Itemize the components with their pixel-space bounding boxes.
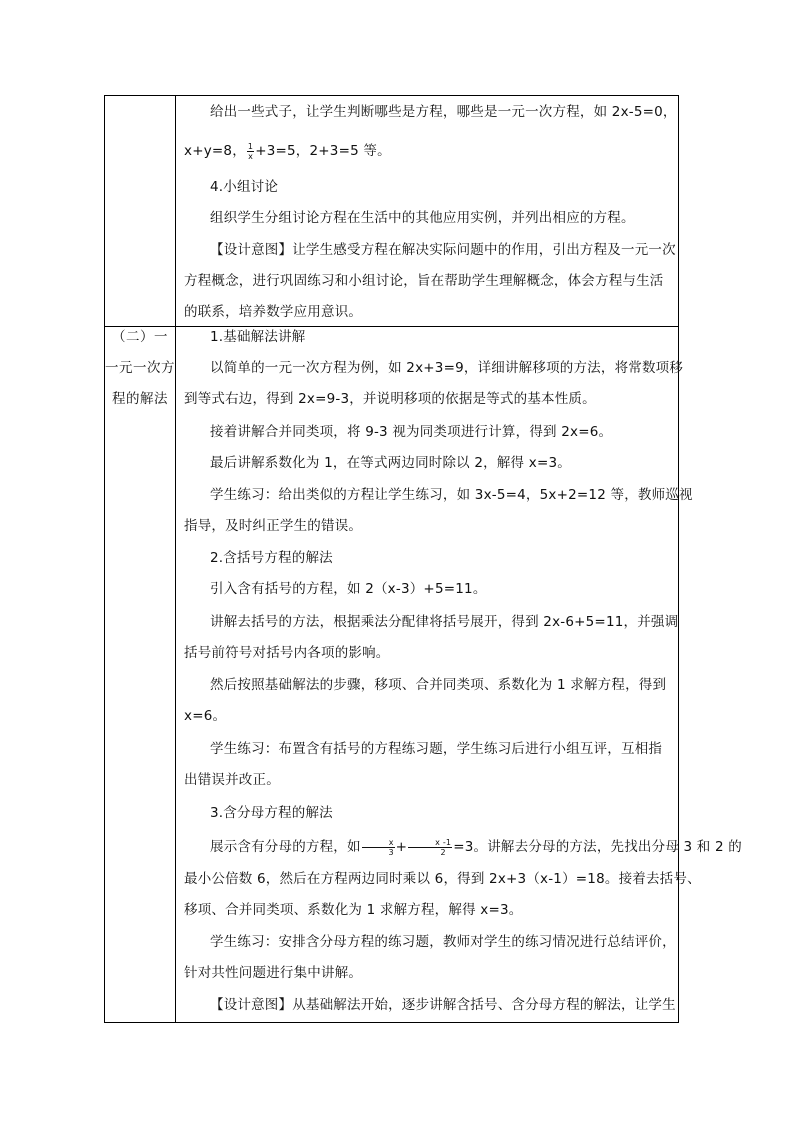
design-intent-line: 【设计意图】从基础解法开始，逐步讲解含括号、含分母方程的解法，让学生 <box>210 997 676 1013</box>
text-line: 最小公倍数 6，然后在方程两边同时乘以 6，得到 2x+3（x-1）=18。接着去括号、 <box>184 871 701 887</box>
fraction-denominator: x <box>248 151 253 161</box>
fraction-denominator: 3 <box>388 847 394 857</box>
text-line: 引入含有括号的方程，如 2（x-3）+5=11。 <box>210 581 487 597</box>
text-line: 学生练习：给出类似的方程让学生练习，如 3x-5=4，5x+2=12 等，教师巡视 <box>210 487 693 503</box>
row1-content-cell <box>176 96 678 326</box>
text-line-with-fraction <box>184 136 670 167</box>
text-line: 学生练习：安排含分母方程的练习题，教师对学生的练习情况进行总结评价， <box>210 934 676 950</box>
fraction-numerator: 1 <box>247 141 254 151</box>
section-heading: 1.基础解法讲解 <box>210 329 306 345</box>
fraction-denominator: 2 <box>440 847 446 857</box>
text-line: 给出一些式子，让学生判断哪些是方程，哪些是一元一次方程，如 2x-5=0， <box>210 104 677 120</box>
row2-content-cell <box>176 327 742 1022</box>
fraction-numerator: x <box>362 838 395 848</box>
text-line: 然后按照基础解法的步骤，移项、合并同类项、系数化为 1 求解方程，得到 <box>210 677 667 693</box>
text-line: 针对共性问题进行集中讲解。 <box>184 965 363 981</box>
text-line: 出错误并改正。 <box>184 772 280 788</box>
text-segment: +3=5，2+3=5 等。 <box>255 143 391 159</box>
lesson-table <box>104 95 742 1023</box>
text-line: 学生练习：布置含有括号的方程练习题，学生练习后进行小组互评，互相指 <box>210 741 663 757</box>
row2-label-cell <box>105 327 175 1022</box>
text-segment: 展示含有分母的方程，如 <box>210 839 361 855</box>
fraction <box>362 838 395 857</box>
text-segment: + <box>395 839 408 855</box>
text-line: 最后讲解系数化为 1，在等式两边同时除以 2，解得 x=3。 <box>210 455 571 471</box>
text-line: 以简单的一元一次方程为例，如 2x+3=9，详细讲解移项的方法，将常数项移 <box>210 360 684 376</box>
fraction <box>247 142 254 161</box>
section-heading: 2.含括号方程的解法 <box>210 550 333 566</box>
section-label-line: （二）一 <box>112 329 168 345</box>
text-line-with-fraction <box>184 832 742 863</box>
text-line: 指导，及时纠正学生的错误。 <box>184 518 363 534</box>
fraction-numerator: x -1 <box>408 838 452 848</box>
text-line: 方程概念，进行巩固练习和小组讨论，旨在帮助学生理解概念，体会方程与生活 <box>184 273 664 289</box>
text-line: 移项、合并同类项、系数化为 1 求解方程，解得 x=3。 <box>184 902 523 918</box>
text-segment: =3。讲解去分母的方法，先找出分母 3 和 2 的 <box>453 839 742 855</box>
text-line: 的联系，培养数学应用意识。 <box>184 304 363 320</box>
text-segment: x+y=8， <box>184 143 246 159</box>
section-label-line: 一元一次方 <box>105 360 175 376</box>
section-heading: 4.小组讨论 <box>210 179 279 195</box>
text-line: 括号前符号对括号内各项的影响。 <box>184 645 390 661</box>
fraction <box>408 838 452 857</box>
text-line: 到等式右边，得到 2x=9-3，并说明移项的依据是等式的基本性质。 <box>184 391 596 407</box>
row1-label-cell <box>105 96 175 326</box>
text-line: 接着讲解合并同类项，将 9-3 视为同类项进行计算，得到 2x=6。 <box>210 424 613 440</box>
section-label-line: 程的解法 <box>112 391 168 407</box>
text-line: x=6。 <box>184 708 227 724</box>
section-heading: 3.含分母方程的解法 <box>210 805 333 821</box>
text-line: 讲解去括号的方法，根据乘法分配律将括号展开，得到 2x-6+5=11，并强调 <box>210 614 679 630</box>
design-intent-line: 【设计意图】让学生感受方程在解决实际问题中的作用，引出方程及一元一次 <box>210 242 676 258</box>
text-line: 组织学生分组讨论方程在生活中的其他应用实例，并列出相应的方程。 <box>210 210 635 226</box>
